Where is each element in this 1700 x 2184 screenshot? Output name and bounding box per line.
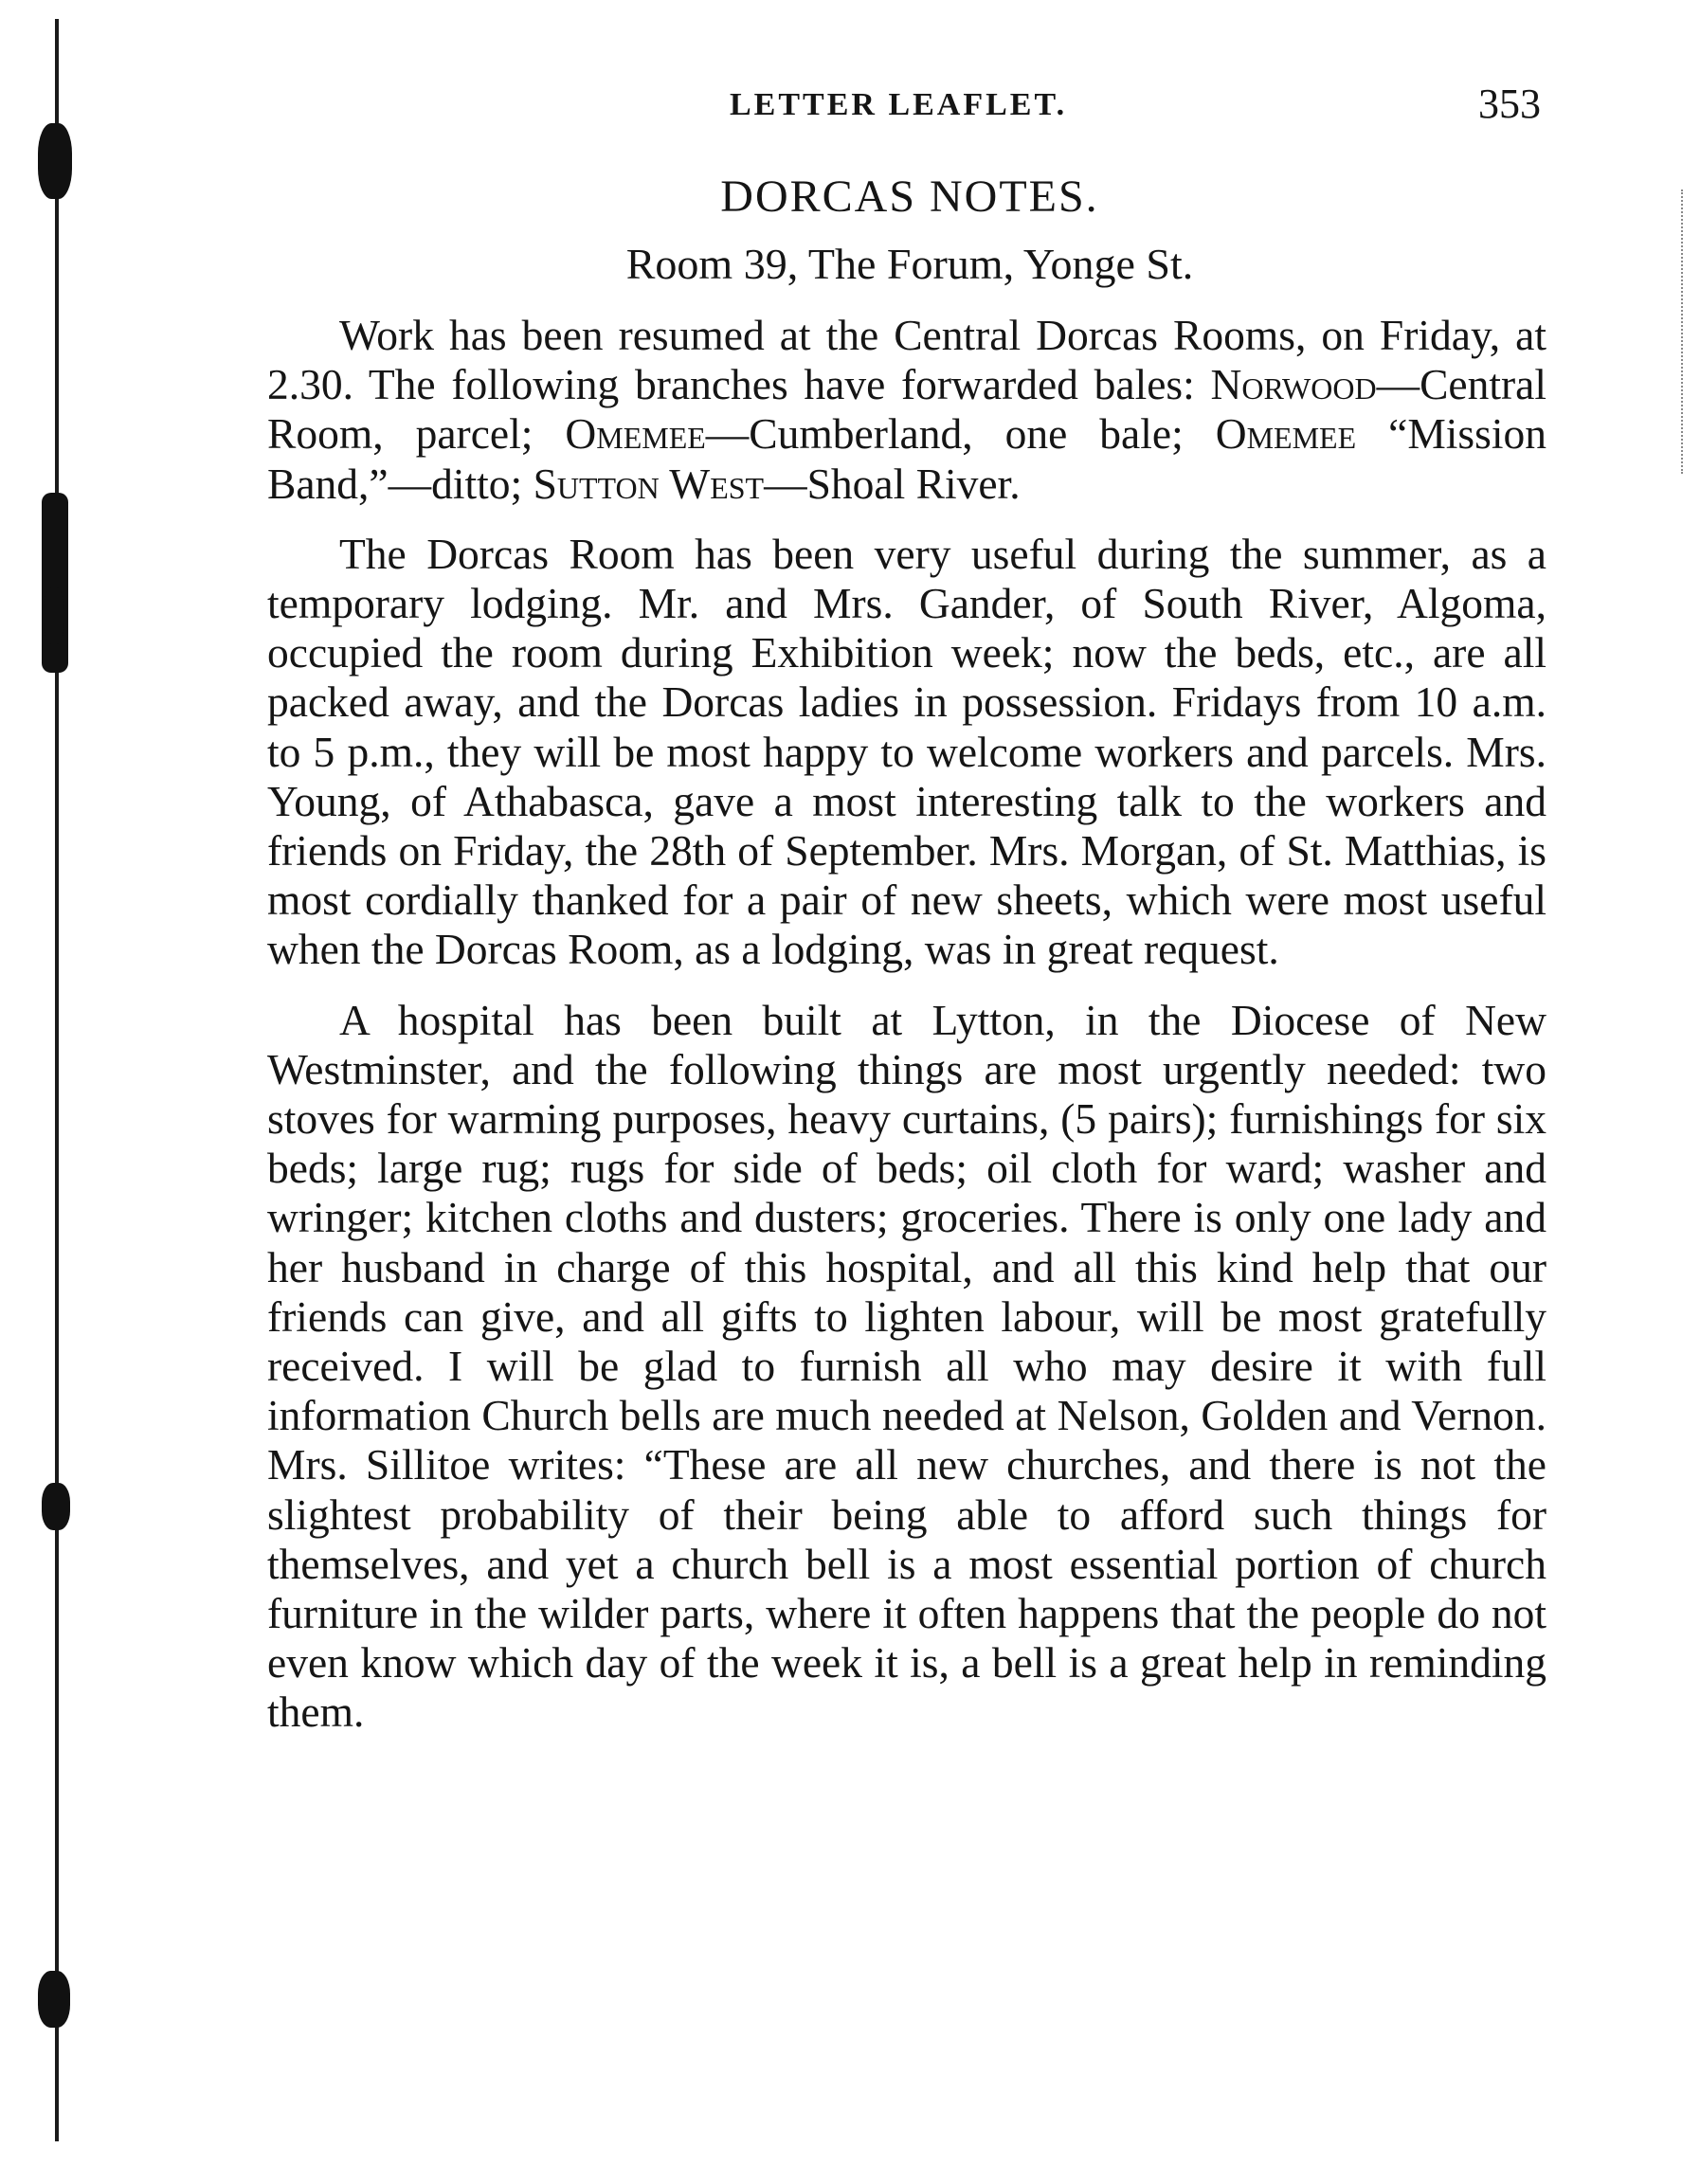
paragraph-1 [267, 311, 1546, 509]
branch-name: Omemee [1215, 409, 1357, 459]
paragraph-3: A hospital has been built at Lytton, in the Diocese of New Westminster, and the following things are most urgently needed: two stoves for warming purposes, heavy curtains, (5 pairs); furnishings for six beds; large rug; rugs for side of beds; oil cloth for ward; washer and wringer; kitchen cloths and dusters; groceries. There is only one lady and her husband in charge of this hospital, and all this kind help that our friends can give, and all gifts to lighten labour, will be most gratefully received. I will be glad to furnish all who may desire it with full information Church bells are much needed at Nelson, Golden and Vernon. Mrs. Sillitoe writes: “These are all new churches, and there is not the slightest probability of their being able to afford such things for themselves, and yet a church bell is a most essential portion of church furniture in the wilder parts, where it often happens that the people do not even know which day of the week it is, a bell is a great help in reminding them. [267, 995, 1546, 1737]
paragraph-2: The Dorcas Room has been very useful during the summer, as a temporary lodging. Mr. and Mrs. Gander, of South River, Algoma, occupied the room during Exhibition week; now the beds, etc., are all packed away, and the Dorcas ladies in possession. Fridays from 10 a.m. to 5 p.m., they will be most happy to welcome workers and parcels. Mrs. Young, of Athabasca, gave a most interesting talk to the workers and friends on Friday, the 28th of September. Mrs. Morgan, of St. Matthias, is most cordially thanked for a pair of new sheets, which were most useful when the Dorcas Room, as a lodging, was in great request. [267, 529, 1546, 974]
binding-mark [42, 493, 68, 673]
branch-name: Omemee [565, 409, 706, 459]
article-subtitle: Room 39, The Forum, Yonge St. [625, 240, 1194, 288]
text-run: Work has been resumed at the Central Dorcas Rooms, on Friday, at 2.30. The following branches have forwarded bales: [267, 311, 1546, 409]
edge-dots [1681, 190, 1685, 474]
branch-name: Norwood [1210, 360, 1377, 409]
binding-mark [38, 1971, 70, 2028]
text-run: —Shoal River. [764, 459, 1021, 508]
text-run: “Mission Band,”—ditto; [267, 409, 1546, 508]
binding-mark [42, 1483, 70, 1530]
article-title: DORCAS NOTES. [720, 171, 1099, 222]
binding-mark [38, 123, 72, 199]
running-head: LETTER LEAFLET. [730, 87, 1068, 122]
text-run: —Cumberland, one bale; [705, 409, 1216, 459]
binding-mark [44, 587, 64, 644]
page-header [265, 83, 1554, 140]
text-run: —Central Room, parcel; [267, 360, 1546, 459]
page-number: 353 [1478, 81, 1541, 127]
article-body [267, 311, 1546, 1738]
binding-line [55, 19, 59, 2141]
branch-name: Sutton West [533, 459, 765, 508]
